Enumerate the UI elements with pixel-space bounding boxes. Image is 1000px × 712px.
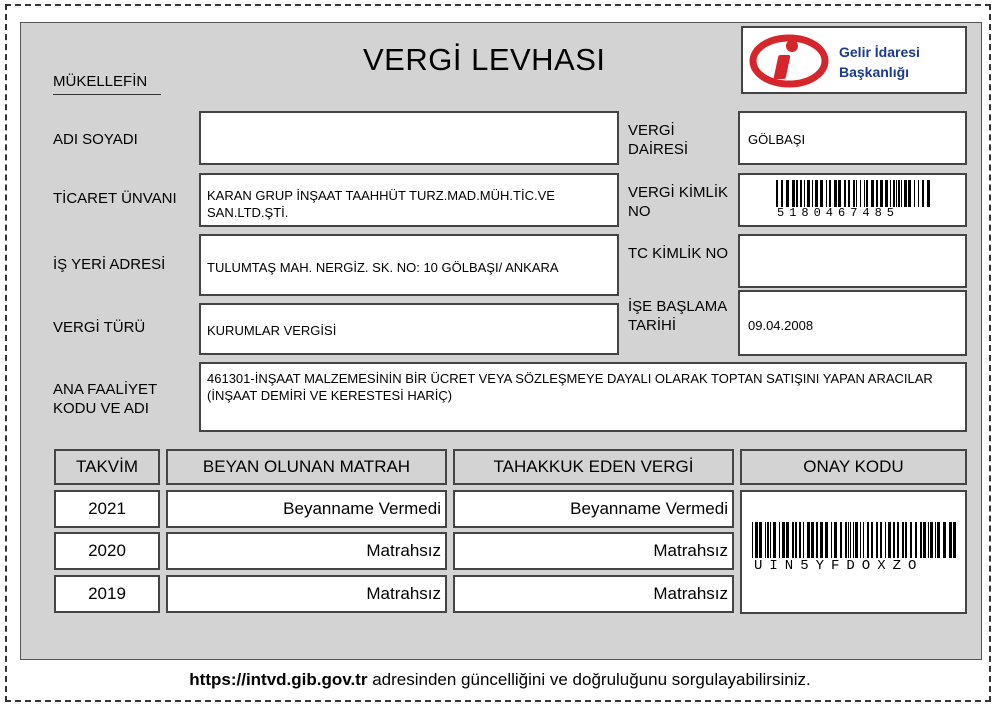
table-row-matrah: Matrahsız <box>166 532 447 570</box>
barcode-bar <box>840 522 842 558</box>
barcode-bar <box>759 522 762 558</box>
footer-url[interactable]: https://intvd.gib.gov.tr <box>189 670 368 689</box>
onay-kodu-barcode <box>752 522 957 558</box>
barcode-bar <box>848 522 849 558</box>
is-yeri-adresi-label: İŞ YERİ ADRESİ <box>53 256 166 273</box>
barcode-bar <box>829 180 831 207</box>
is-yeri-adresi-field <box>199 234 619 296</box>
ise-baslama-label <box>628 297 727 335</box>
logo-line-2: Başkanlığı <box>839 64 910 80</box>
barcode-bar <box>779 522 780 558</box>
vergi-kimlik-field <box>738 173 967 227</box>
barcode-bar <box>855 522 858 558</box>
barcode-bar <box>755 522 758 558</box>
barcode-bar <box>820 522 823 558</box>
barcode-bar <box>831 522 832 558</box>
logo-line-1: Gelir İdaresi <box>839 44 920 60</box>
barcode-bar <box>776 180 778 207</box>
barcode-bar <box>786 180 789 207</box>
barcode-bar <box>850 522 851 558</box>
barcode-bar <box>792 180 795 207</box>
ise-baslama-label-line-2: TARİHİ <box>628 317 677 334</box>
vergi-dairesi-label-line-2: DAİRESİ <box>628 141 689 158</box>
table-row-vergi: Matrahsız <box>453 532 734 570</box>
ise-baslama-value: 09.04.2008 <box>748 318 814 333</box>
barcode-bar <box>773 522 776 558</box>
barcode-bar <box>914 180 915 207</box>
barcode-bar <box>896 180 897 207</box>
barcode-bar <box>796 180 798 207</box>
faaliyet-label <box>53 380 157 418</box>
barcode-bar <box>871 522 873 558</box>
table-header-vergi: TAHAKKUK EDEN VERGİ <box>453 449 734 485</box>
barcode-bar <box>834 522 837 558</box>
barcode-bar <box>893 180 895 207</box>
barcode-bar <box>918 180 919 207</box>
logo-text <box>839 42 920 82</box>
barcode-bar <box>866 180 868 207</box>
barcode-bar <box>927 180 930 207</box>
vergi-dairesi-value: GÖLBAŞI <box>748 132 806 147</box>
barcode-bar <box>910 522 912 558</box>
barcode-bar <box>799 522 801 558</box>
barcode-bar <box>826 180 827 207</box>
faaliyet-label-line-1: ANA FAALİYET <box>53 381 158 398</box>
barcode-bar <box>825 522 828 558</box>
barcode-bar <box>860 522 861 558</box>
barcode-bar <box>795 522 797 558</box>
vergi-dairesi-label <box>628 121 688 159</box>
vergi-kimlik-value: 5180467485 <box>777 206 900 220</box>
barcode-bar <box>885 180 888 207</box>
barcode-bar <box>856 180 857 207</box>
barcode-bar <box>949 522 952 558</box>
adi-soyadi-label: ADI SOYADI <box>53 131 138 148</box>
barcode-bar <box>838 180 841 207</box>
table-header-onay-kodu: ONAY KODU <box>740 449 967 485</box>
barcode-bar <box>781 180 783 207</box>
onay-kodu-field <box>740 490 967 614</box>
barcode-bar <box>937 522 940 558</box>
vergi-turu-value: KURUMLAR VERGİSİ <box>207 323 337 338</box>
barcode-bar <box>845 522 847 558</box>
ise-baslama-field <box>738 290 967 356</box>
barcode-bar <box>897 522 899 558</box>
barcode-bar <box>908 180 911 207</box>
faaliyet-field <box>199 362 967 432</box>
ticaret-unvani-field <box>199 173 619 227</box>
table-header-matrah: BEYAN OLUNAN MATRAH <box>166 449 447 485</box>
barcode-bar <box>863 522 864 558</box>
section-label: MÜKELLEFİN <box>53 73 148 90</box>
barcode-bar <box>923 522 926 558</box>
barcode-bar <box>922 180 924 207</box>
barcode-bar <box>844 180 846 207</box>
barcode-bar <box>834 180 837 207</box>
table-header-takvim: TAKVİM <box>54 449 160 485</box>
barcode-bar <box>864 180 865 207</box>
page-title: VERGİ LEVHASI <box>363 42 606 77</box>
section-underline <box>53 94 161 95</box>
ticaret-unvani-label: TİCARET ÜNVANI <box>53 190 177 207</box>
barcode-bar <box>803 522 804 558</box>
vergi-kimlik-label-line-2: NO <box>628 203 651 220</box>
barcode-bar <box>752 522 753 558</box>
barcode-bar <box>853 180 855 207</box>
vergi-kimlik-label <box>628 183 728 221</box>
gib-logo <box>741 26 967 94</box>
faaliyet-value: 461301-İNŞAAT MALZEMESİNİN BİR ÜCRET VEYA SÖZLEŞMEYE DAYALI OLARAK TOPTAN SATIŞINI YAPAN ARACILAR (İNŞAAT DEMİRİ VE KERESTESİ HARİÇ) <box>207 371 933 403</box>
barcode-bar <box>905 522 907 558</box>
barcode-bar <box>885 522 886 558</box>
vergi-turu-label: VERGİ TÜRÜ <box>53 319 146 336</box>
gib-logo-icon <box>749 34 829 88</box>
barcode-bar <box>820 180 823 207</box>
barcode-bar <box>800 180 802 207</box>
barcode-bar <box>807 522 810 558</box>
vergi-turu-field <box>199 303 619 355</box>
barcode-bar <box>860 180 861 207</box>
barcode-bar <box>792 522 794 558</box>
table-row-matrah: Matrahsız <box>166 575 447 613</box>
barcode-bar <box>770 522 771 558</box>
tc-kimlik-label: TC KİMLİK NO <box>628 245 729 262</box>
footer-note <box>0 670 1000 690</box>
tc-kimlik-field <box>738 234 967 288</box>
barcode-bar <box>890 180 891 207</box>
table-row-vergi: Beyanname Vermedi <box>453 490 734 528</box>
faaliyet-label-line-2: KODU VE ADI <box>53 400 149 417</box>
barcode-bar <box>876 522 878 558</box>
barcode-bar <box>848 180 850 207</box>
barcode-bar <box>767 522 769 558</box>
barcode-bar <box>928 522 929 558</box>
barcode-bar <box>786 522 789 558</box>
ise-baslama-label-line-1: İŞE BAŞLAMA <box>628 298 728 315</box>
barcode-bar <box>812 180 813 207</box>
barcode-bar <box>935 522 936 558</box>
barcode-bar <box>765 522 766 558</box>
vergi-kimlik-label-line-1: VERGİ KİMLİK <box>628 184 729 201</box>
table-row-year: 2021 <box>54 490 160 528</box>
table-row-year: 2019 <box>54 575 160 613</box>
barcode-bar <box>876 180 878 207</box>
barcode-bar <box>888 522 891 558</box>
barcode-bar <box>920 522 922 558</box>
barcode-bar <box>930 522 933 558</box>
barcode-bar <box>898 180 900 207</box>
table-row-year: 2020 <box>54 532 160 570</box>
barcode-bar <box>893 522 895 558</box>
barcode-bar <box>853 522 854 558</box>
barcode-bar <box>816 522 818 558</box>
barcode-bar <box>902 522 904 558</box>
vergi-dairesi-field <box>738 111 967 165</box>
barcode-bar <box>901 180 902 207</box>
vergi-dairesi-label-line-1: VERGİ <box>628 122 675 139</box>
barcode-bar <box>880 180 883 207</box>
barcode-bar <box>867 522 869 558</box>
barcode-bar <box>807 180 810 207</box>
onay-kodu-value: UIN5YFDOXZO <box>754 558 924 574</box>
is-yeri-adresi-value: TULUMTAŞ MAH. NERGİZ. SK. NO: 10 GÖLBAŞI/ ANKARA <box>207 260 559 275</box>
ticaret-unvani-value: KARAN GRUP İNŞAAT TAAHHÜT TURZ.MAD.MÜH.TİC.VE SAN.LTD.ŞTİ. <box>207 188 555 220</box>
barcode-bar <box>804 180 805 207</box>
barcode-bar <box>880 522 882 558</box>
table-row-vergi: Matrahsız <box>453 575 734 613</box>
barcode-bar <box>815 180 818 207</box>
table-row-matrah: Beyanname Vermedi <box>166 490 447 528</box>
adi-soyadi-field <box>199 111 619 165</box>
barcode-bar <box>904 180 907 207</box>
barcode-bar <box>943 522 946 558</box>
barcode-bar <box>811 522 814 558</box>
barcode-bar <box>953 522 956 558</box>
footer-text: adresinden güncelliğini ve doğruluğunu sorgulayabilirsiniz. <box>367 670 811 689</box>
barcode-bar <box>871 180 874 207</box>
barcode-bar <box>915 522 917 558</box>
barcode-bar <box>782 522 785 558</box>
vergi-kimlik-barcode <box>776 180 931 207</box>
